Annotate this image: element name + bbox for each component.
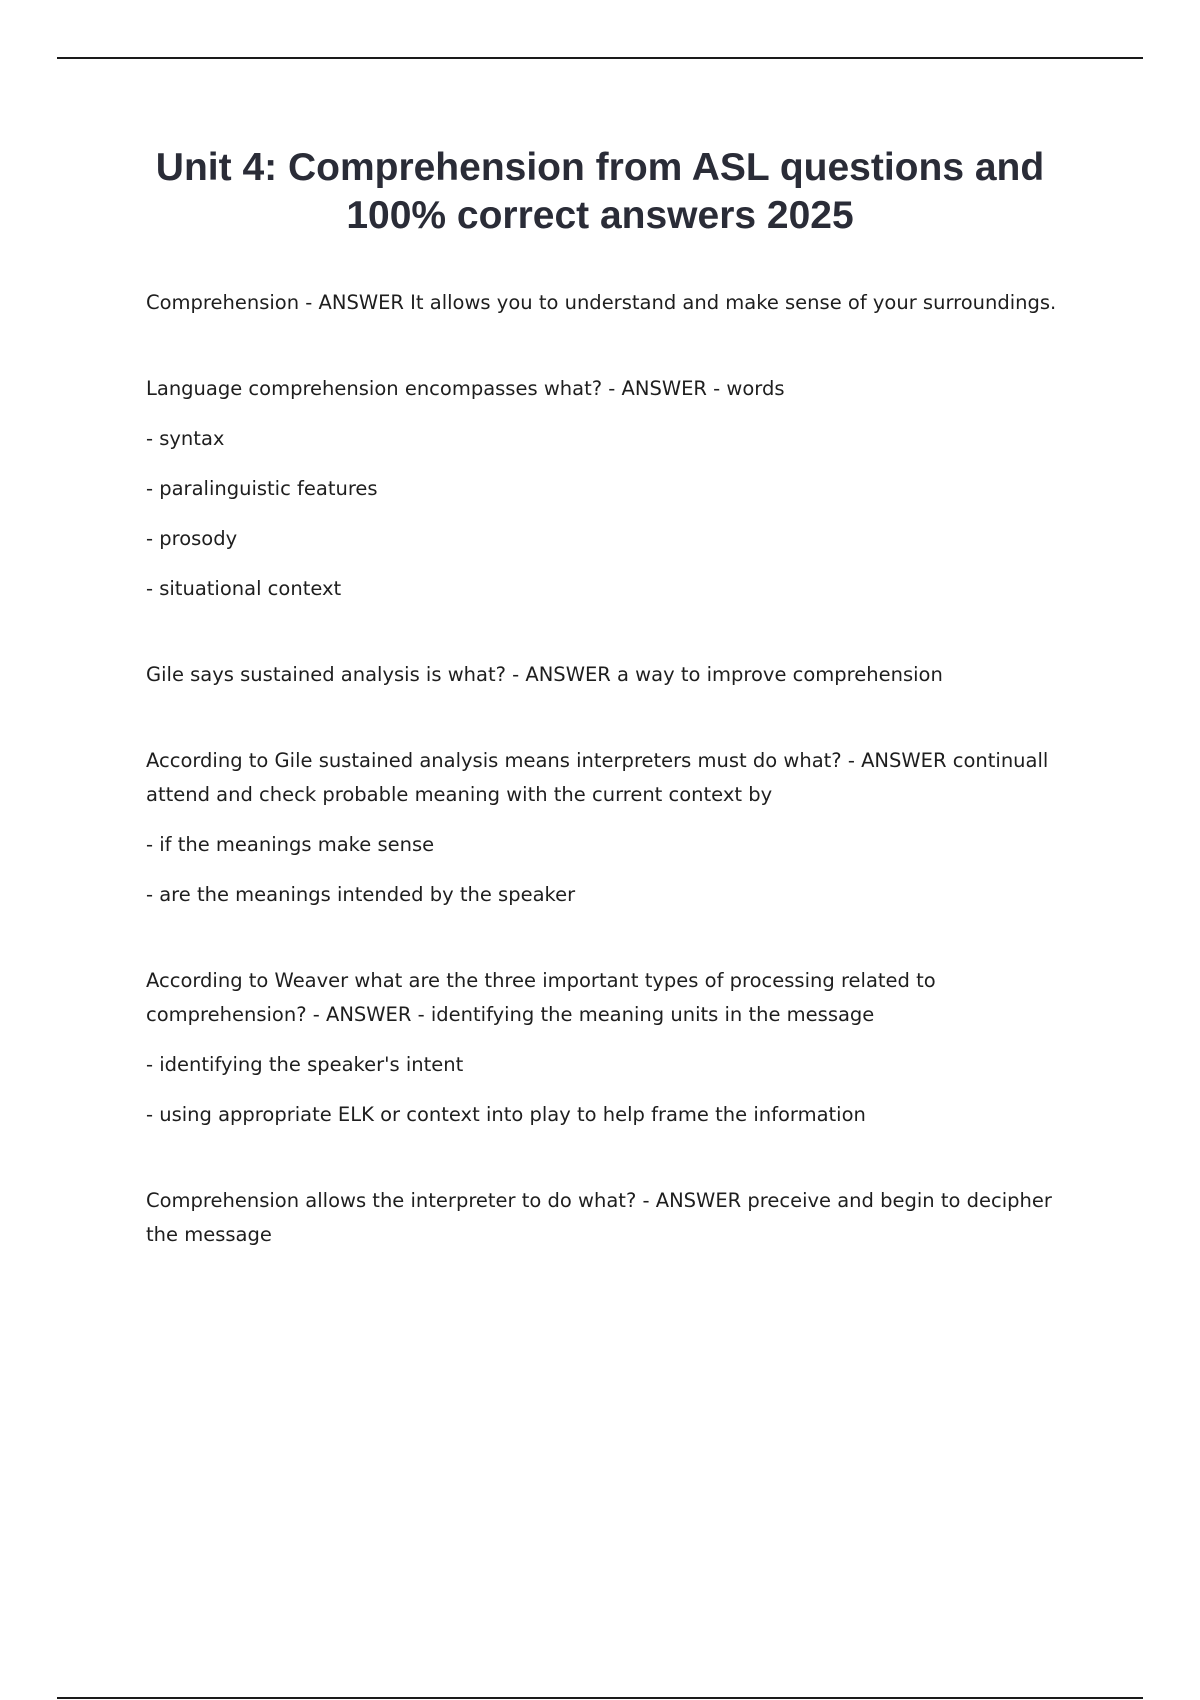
- qa-item: [146, 286, 1076, 320]
- qa-text: Gile says sustained analysis is what? - ANSWER a way to improve comprehension: [146, 663, 943, 686]
- qa-text: According to Weaver what are the three important types of processing related to comprehension? - ANSWER - identifying the meaning units in the message: [146, 969, 936, 1026]
- qa-item: [146, 744, 1076, 912]
- qa-bullet: - situational context: [146, 577, 342, 600]
- qa-bullet: - if the meanings make sense: [146, 833, 435, 856]
- qa-bullet: - using appropriate ELK or context into play to help frame the information: [146, 1103, 866, 1126]
- document-title: [120, 144, 1080, 240]
- qa-item: [146, 658, 1076, 692]
- qa-item: [146, 1184, 1076, 1252]
- bottom-divider: [57, 1697, 1143, 1699]
- qa-bullet: - paralinguistic features: [146, 477, 378, 500]
- top-divider: [57, 57, 1143, 59]
- qa-item: [146, 372, 1076, 606]
- qa-text: Comprehension allows the interpreter to do what? - ANSWER preceive and begin to decipher the message: [146, 1189, 1052, 1246]
- qa-bullet: - identifying the speaker's intent: [146, 1053, 464, 1076]
- qa-text: Language comprehension encompasses what? - ANSWER - words: [146, 377, 785, 400]
- qa-bullet: - are the meanings intended by the speaker: [146, 883, 576, 906]
- title-line-2: 100% correct answers 2025: [346, 194, 854, 237]
- qa-text: Comprehension - ANSWER It allows you to understand and make sense of your surroundings.: [146, 291, 1057, 314]
- qa-item: [146, 964, 1076, 1132]
- qa-text: According to Gile sustained analysis means interpreters must do what? - ANSWER continuall attend and check probable meaning with the current context by: [146, 749, 1049, 806]
- qa-bullet: - prosody: [146, 527, 238, 550]
- qa-bullet: - syntax: [146, 427, 225, 450]
- qa-list: [146, 286, 1076, 1252]
- title-line-1: Unit 4: Comprehension from ASL questions and: [155, 146, 1045, 189]
